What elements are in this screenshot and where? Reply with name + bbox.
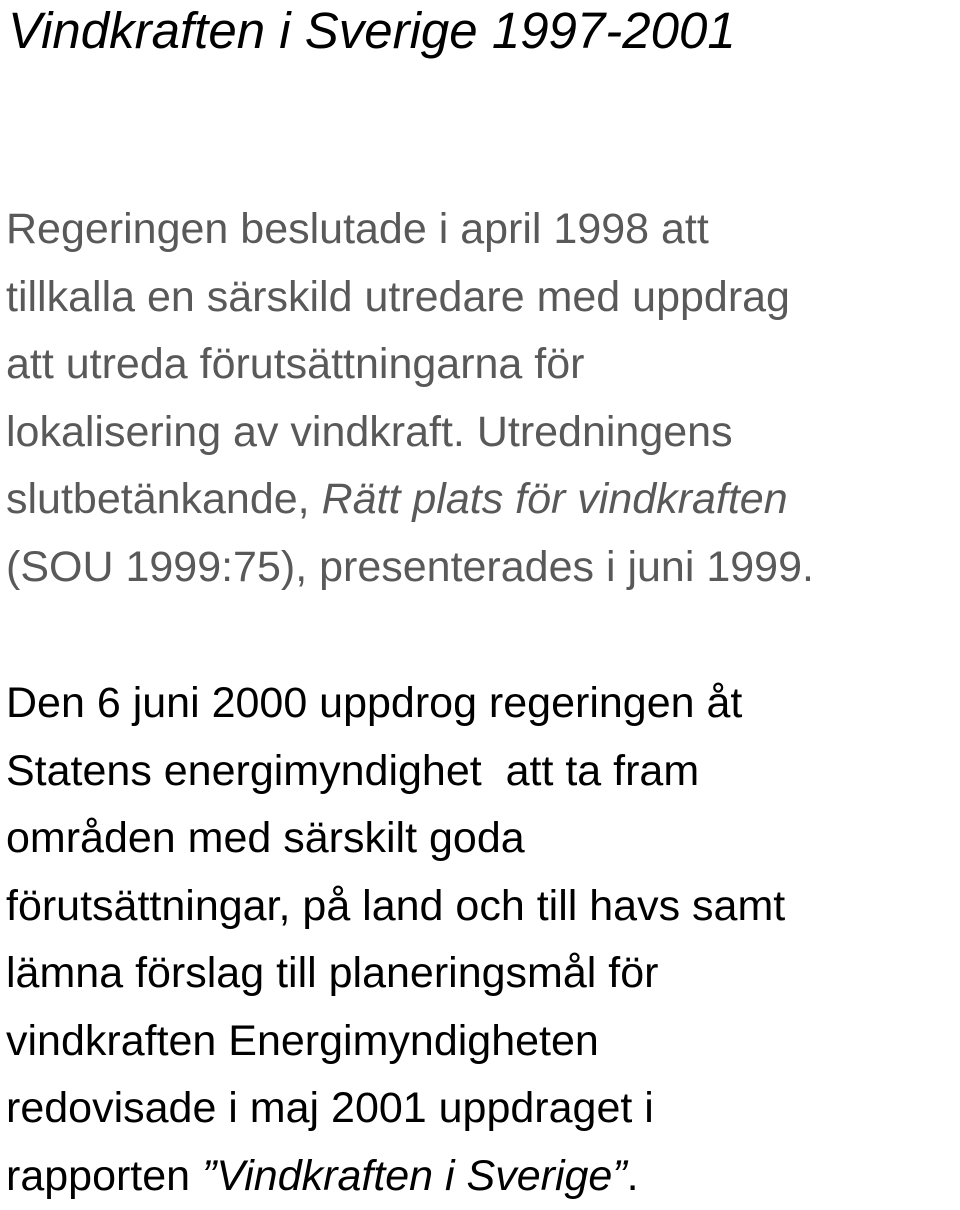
paragraph-line — [6, 1143, 956, 1210]
paragraph-assignment — [6, 670, 956, 1210]
paragraph-line: Den 6 juni 2000 uppdrog regeringen åt — [6, 670, 956, 738]
paragraph-line: områden med särskilt goda — [6, 805, 956, 873]
page-title: Vindkraften i Sverige 1997-2001 — [8, 0, 958, 62]
report-title-italic: ”Vindkraften i Sverige” — [202, 1152, 627, 1200]
paragraph-line: tillkalla en särskild utredare med uppdrag — [6, 264, 956, 332]
paragraph-line: lokalisering av vindkraft. Utredningens — [6, 399, 956, 467]
paragraph-line: Statens energimyndighet att ta fram — [6, 738, 956, 806]
line-text: slutbetänkande, — [6, 475, 322, 523]
paragraph-line: lämna förslag till planeringsmål för — [6, 940, 956, 1008]
paragraph-line: (SOU 1999:75), presenterades i juni 1999. — [6, 534, 956, 602]
paragraph-line: förutsättningar, på land och till havs samt — [6, 873, 956, 941]
paragraph-line — [6, 466, 956, 534]
paragraph-line: vindkraften Energimyndigheten — [6, 1008, 956, 1076]
report-title-italic: Rätt plats för vindkraften — [322, 475, 788, 523]
line-text: . — [627, 1152, 639, 1200]
paragraph-line: Regeringen beslutade i april 1998 att — [6, 196, 956, 264]
paragraph-line: att utreda förutsättningarna för — [6, 331, 956, 399]
paragraph-line: redovisade i maj 2001 uppdraget i — [6, 1075, 956, 1143]
line-text: rapporten — [6, 1152, 202, 1200]
paragraph-investigation — [6, 196, 956, 601]
